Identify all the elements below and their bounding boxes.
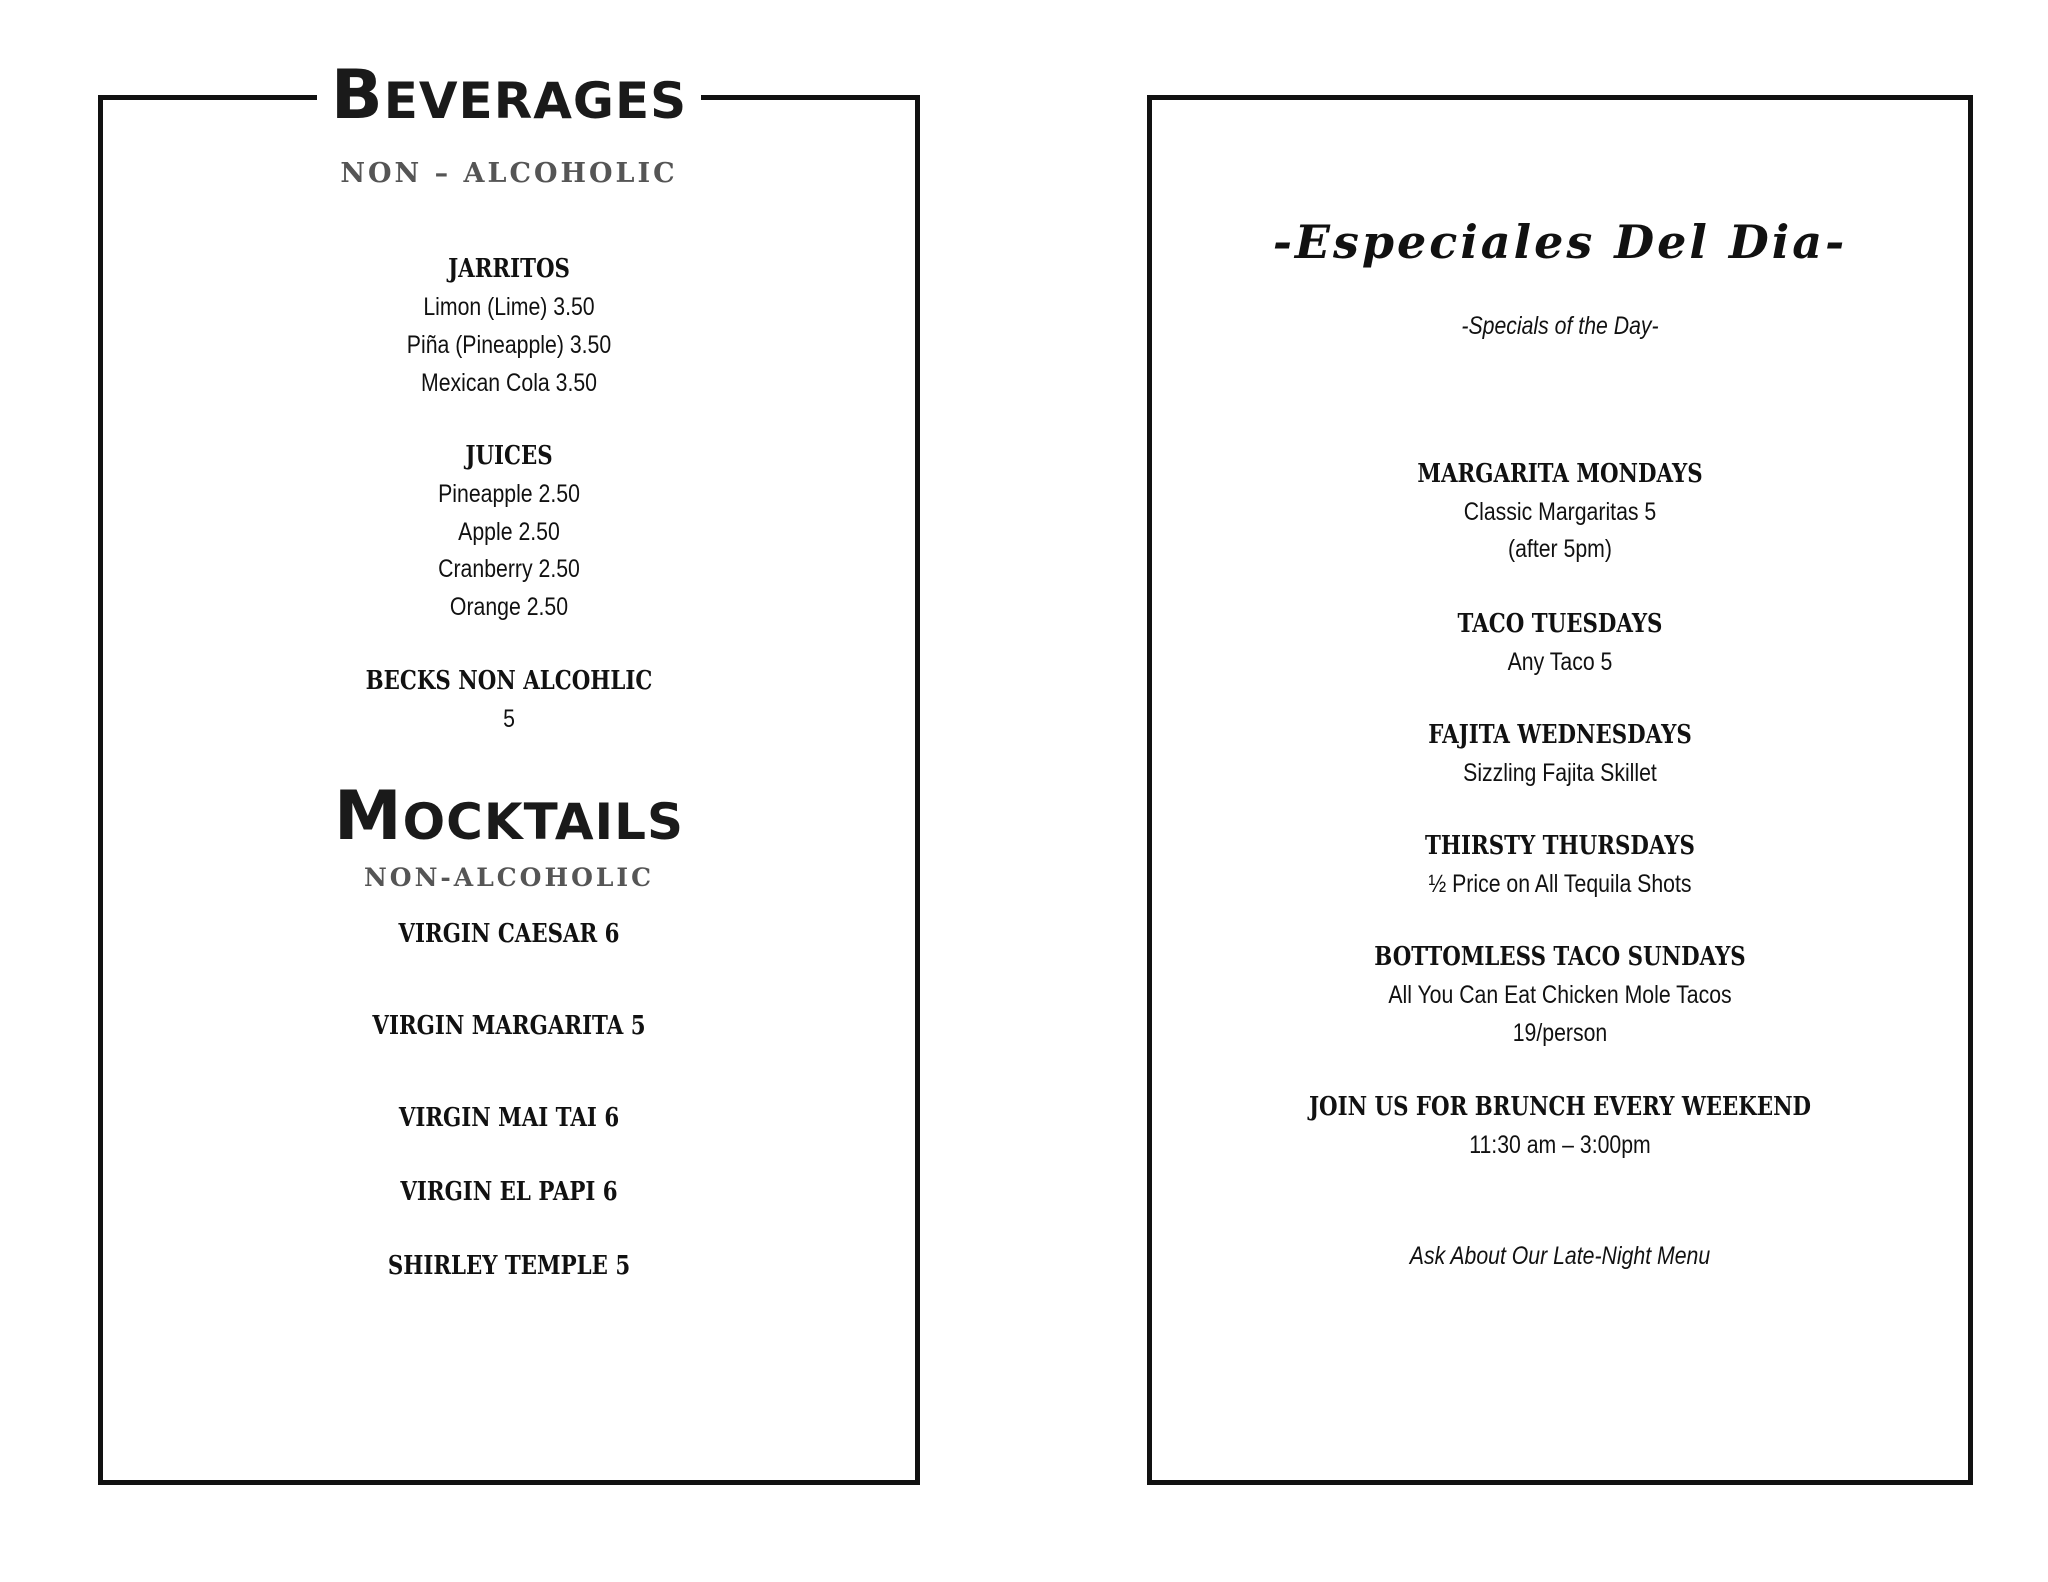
- menu-item: Pineapple 2.50: [438, 480, 580, 508]
- special-heading-wednesday: FAJITA WEDNESDAYS: [1428, 720, 1692, 750]
- special-heading-thursday: THIRSTY THURSDAYS: [1425, 831, 1695, 861]
- beverages-subtitle: NON – ALCOHOLIC: [340, 158, 678, 189]
- mocktails-title-wrap: [103, 777, 915, 856]
- special-line: (after 5pm): [1508, 535, 1612, 563]
- section-heading-juices: JUICES: [465, 441, 553, 471]
- section-heading-becks: BECKS NON ALCOHLIC: [365, 666, 653, 696]
- beverages-panel: [98, 56, 920, 1485]
- mocktails-subtitle: NON-ALCOHOLIC: [363, 863, 655, 892]
- menu-item: Limon (Lime) 3.50: [423, 293, 595, 321]
- beverages-title-rest: EVERAGES: [383, 72, 688, 130]
- menu-item: 5: [503, 705, 515, 733]
- section-heading-jarritos: JARRITOS: [448, 254, 570, 284]
- special-line: Any Taco 5: [1507, 648, 1613, 676]
- menu-item: Orange 2.50: [449, 593, 569, 621]
- mocktail-item: VIRGIN CAESAR 6: [398, 919, 620, 949]
- beverages-title-wrap: [103, 56, 915, 135]
- late-night-note: Ask About Our Late-Night Menu: [1409, 1242, 1711, 1270]
- mocktails-title: [333, 777, 684, 856]
- special-line: 11:30 am – 3:00pm: [1469, 1131, 1651, 1159]
- specials-subtitle: -Specials of the Day-: [1461, 312, 1659, 340]
- menu-item: Piña (Pineapple) 3.50: [406, 331, 612, 359]
- menu-item: Apple 2.50: [458, 518, 560, 546]
- special-line: Sizzling Fajita Skillet: [1463, 759, 1657, 787]
- mocktail-item: VIRGIN EL PAPI 6: [400, 1177, 618, 1207]
- special-line: Classic Margaritas 5: [1463, 498, 1657, 526]
- mocktail-item: SHIRLEY TEMPLE 5: [387, 1251, 631, 1281]
- special-heading-monday: MARGARITA MONDAYS: [1417, 459, 1703, 489]
- beverages-title: [317, 56, 701, 135]
- special-heading-tuesday: TACO TUESDAYS: [1457, 609, 1663, 639]
- mocktails-title-initial: M: [333, 777, 403, 856]
- special-line: ½ Price on All Tequila Shots: [1428, 870, 1692, 898]
- special-line: 19/person: [1512, 1019, 1608, 1047]
- specials-title: -Especiales Del Dia-: [1272, 215, 1848, 269]
- mocktail-item: VIRGIN MAI TAI 6: [398, 1103, 620, 1133]
- mocktails-title-rest: OCKTAILS: [402, 793, 684, 851]
- beverages-title-initial: B: [330, 56, 384, 135]
- special-heading-brunch: JOIN US FOR BRUNCH EVERY WEEKEND: [1308, 1092, 1812, 1122]
- special-line: All You Can Eat Chicken Mole Tacos: [1388, 981, 1732, 1009]
- menu-item: Cranberry 2.50: [438, 555, 580, 583]
- special-heading-sunday: BOTTOMLESS TACO SUNDAYS: [1374, 942, 1746, 972]
- mocktail-item: VIRGIN MARGARITA 5: [372, 1011, 646, 1041]
- specials-panel: [1147, 95, 1973, 1485]
- menu-item: Mexican Cola 3.50: [420, 369, 598, 397]
